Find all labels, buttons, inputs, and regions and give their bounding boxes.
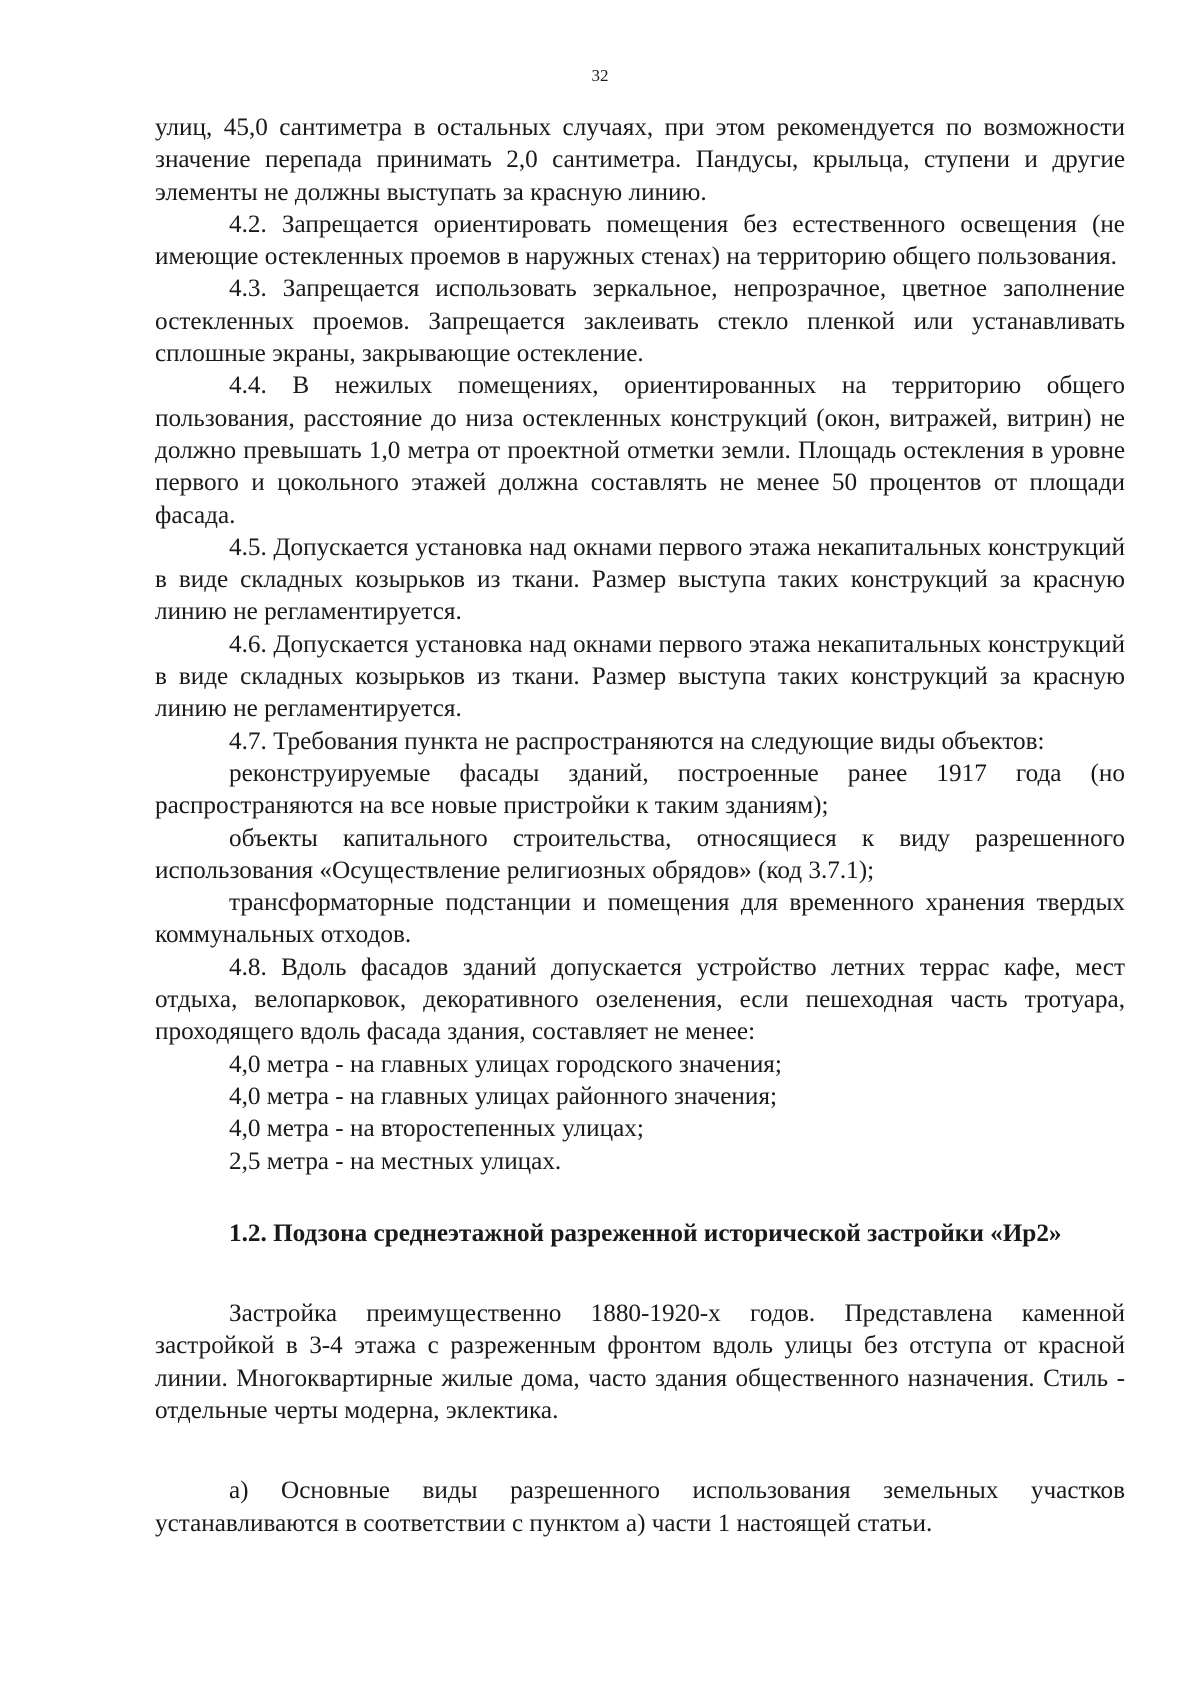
paragraph-4-7: 4.7. Требования пункта не распространяются на следующие виды объектов: (229, 727, 1045, 755)
paragraph-4-8: 4.8. Вдоль фасадов зданий допускается устройство летних террас кафе, мест отдыха, велопарковок, декоративного озеленения, если пешеходная часть тротуара, проходящего вдоль фасада здания, составляет не менее: (155, 953, 1125, 1046)
section-description: Застройка преимущественно 1880-1920-х годов. Представлена каменной застройкой в 3-4 этажа с разреженным фронтом вдоль улицы без отступа от красной линии. Многоквартирные жилые дома, часто здания общественного назначения. Стиль - отдельные черты модерна, эклектика. (155, 1300, 1125, 1424)
page-number: 32 (591, 66, 609, 85)
paragraph-4-4: 4.4. В нежилых помещениях, ориентированных на территорию общего пользования, расстояние до низа остекленных конструкций (окон, витражей, витрин) не должно превышать 1,0 метра от проектной отметки земли. Площадь остекления в уровне первого и цокольного этажей должна составлять не менее 50 процентов от площади фасада. (155, 372, 1125, 529)
list-item: реконструируемые фасады зданий, построенные ранее 1917 года (но распространяются на все новые пристройки к таким зданиям); (155, 759, 1125, 820)
list-item: трансформаторные подстанции и помещения для временного хранения твердых коммунальных отходов. (155, 889, 1125, 949)
paragraph-4-6: 4.6. Допускается установка над окнами первого этажа некапитальных конструкций в виде складных козырьков из ткани. Размер выступа таких конструкций за красную линию не регламентируется. (155, 630, 1125, 723)
list-item: 2,5 метра - на местных улицах. (229, 1147, 562, 1175)
list-item: 4,0 метра - на главных улицах районного значения; (229, 1082, 777, 1110)
paragraph-4-5: 4.5. Допускается установка над окнами первого этажа некапитальных конструкций в виде складных козырьков из ткани. Размер выступа таких конструкций за красную линию не регламентируется. (155, 533, 1125, 626)
list-item: объекты капитального строительства, относящиеся к виду разрешенного использования «Осуществление религиозных обрядов» (код 3.7.1); (155, 824, 1125, 884)
document-body (155, 112, 1125, 1540)
paragraph-4-2: 4.2. Запрещается ориентировать помещения без естественного освещения (не имеющие остекленных проемов в наружных стенах) на территорию общего пользования. (155, 210, 1125, 271)
paragraph-4-3: 4.3. Запрещается использовать зеркальное, непрозрачное, цветное заполнение остекленных проемов. Запрещается заклеивать стекло пленкой или устанавливать сплошные экраны, закрывающие остекление. (155, 275, 1125, 368)
list-item: 4,0 метра - на главных улицах городского значения; (229, 1050, 782, 1078)
list-item: 4,0 метра - на второстепенных улицах; (229, 1115, 644, 1143)
paragraph-continuation: улиц, 45,0 сантиметра в остальных случаях, при этом рекомендуется по возможности значение перепада принимать 2,0 сантиметра. Пандусы, крыльца, ступени и другие элементы не должны выступать за красную линию. (155, 114, 1125, 206)
item-a: а) Основные виды разрешенного использования земельных участков устанавливаются в соответствии с пунктом а) части 1 настоящей статьи. (155, 1477, 1125, 1537)
section-heading: 1.2. Подзона среднеэтажной разреженной исторической застройки «Ир2» (229, 1219, 1062, 1247)
